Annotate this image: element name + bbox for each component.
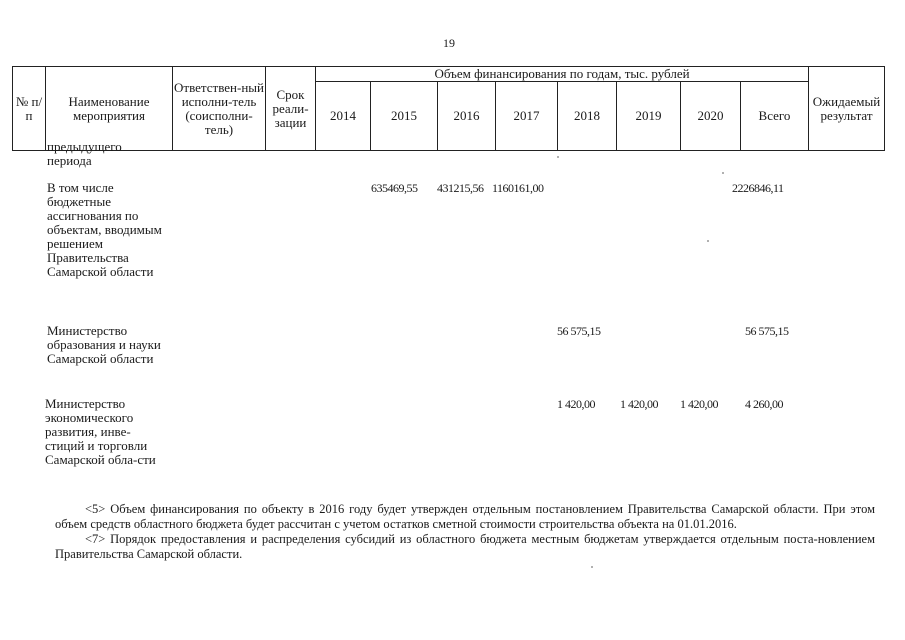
row-value-total: 4 260,00 [745, 397, 783, 411]
col-financing-group-header: Объем финансирования по годам, тыс. рублей [316, 67, 809, 82]
col-num-header: № п/п [13, 67, 46, 151]
scan-speck [557, 156, 559, 158]
col-year-header: 2019 [617, 82, 681, 151]
row-name: Министерство экономического развития, инве-стиций и торговли Самарской обла-сти [45, 396, 156, 467]
row-value-total: 56 575,15 [745, 324, 789, 338]
col-responsible-header: Ответствен-ный исполни-тель (соисполни-тель) [173, 67, 266, 151]
row-value-2015: 635469,55 [371, 181, 418, 195]
col-name-header: Наименование мероприятия [46, 67, 173, 151]
footnote-5: <5> Объем финансирования по объекту в 2016 году будет утвержден отдельным постановлением Правительства Самарской области. При этом объем средств областного бюджета будет рассчитан с учетом остатков сметной стоимости строительства объекта на 01.01.2016. [55, 502, 875, 531]
scan-speck [722, 172, 724, 174]
col-year-header: 2017 [496, 82, 558, 151]
col-year-header: 2015 [371, 82, 438, 151]
col-year-header: 2020 [681, 82, 741, 151]
row-value-2017: 1160161,00 [492, 181, 544, 195]
scan-speck [707, 240, 709, 242]
footnote-7: <7> Порядок предоставления и распределения субсидий из областного бюджета местным бюджетам утверждается отдельным поста-новлением Правительства Самарской области. [55, 532, 875, 561]
col-year-header: 2016 [438, 82, 496, 151]
row-value-2020: 1 420,00 [680, 397, 718, 411]
row-value-2016: 431215,56 [437, 181, 484, 195]
row-value-2019: 1 420,00 [620, 397, 658, 411]
row-value-2018: 1 420,00 [557, 397, 595, 411]
col-term-header: Срок реали-зации [266, 67, 316, 151]
col-year-header: 2018 [558, 82, 617, 151]
col-year-header: 2014 [316, 82, 371, 151]
scan-speck [591, 566, 593, 568]
col-result-header: Ожидаемый результат [809, 67, 885, 151]
row-name: Министерство образования и науки Самарской области [47, 323, 161, 366]
row-name: В том числе бюджетные ассигнования по объектам, вводимым решением Правительства Самарской области [47, 180, 162, 279]
financing-table-header [12, 66, 885, 151]
page-number: 19 [443, 36, 455, 50]
col-total-header: Всего [741, 82, 809, 151]
row-value-2018: 56 575,15 [557, 324, 601, 338]
row-name: предыдущего периода [47, 139, 122, 168]
row-value-total: 2226846,11 [732, 181, 784, 195]
